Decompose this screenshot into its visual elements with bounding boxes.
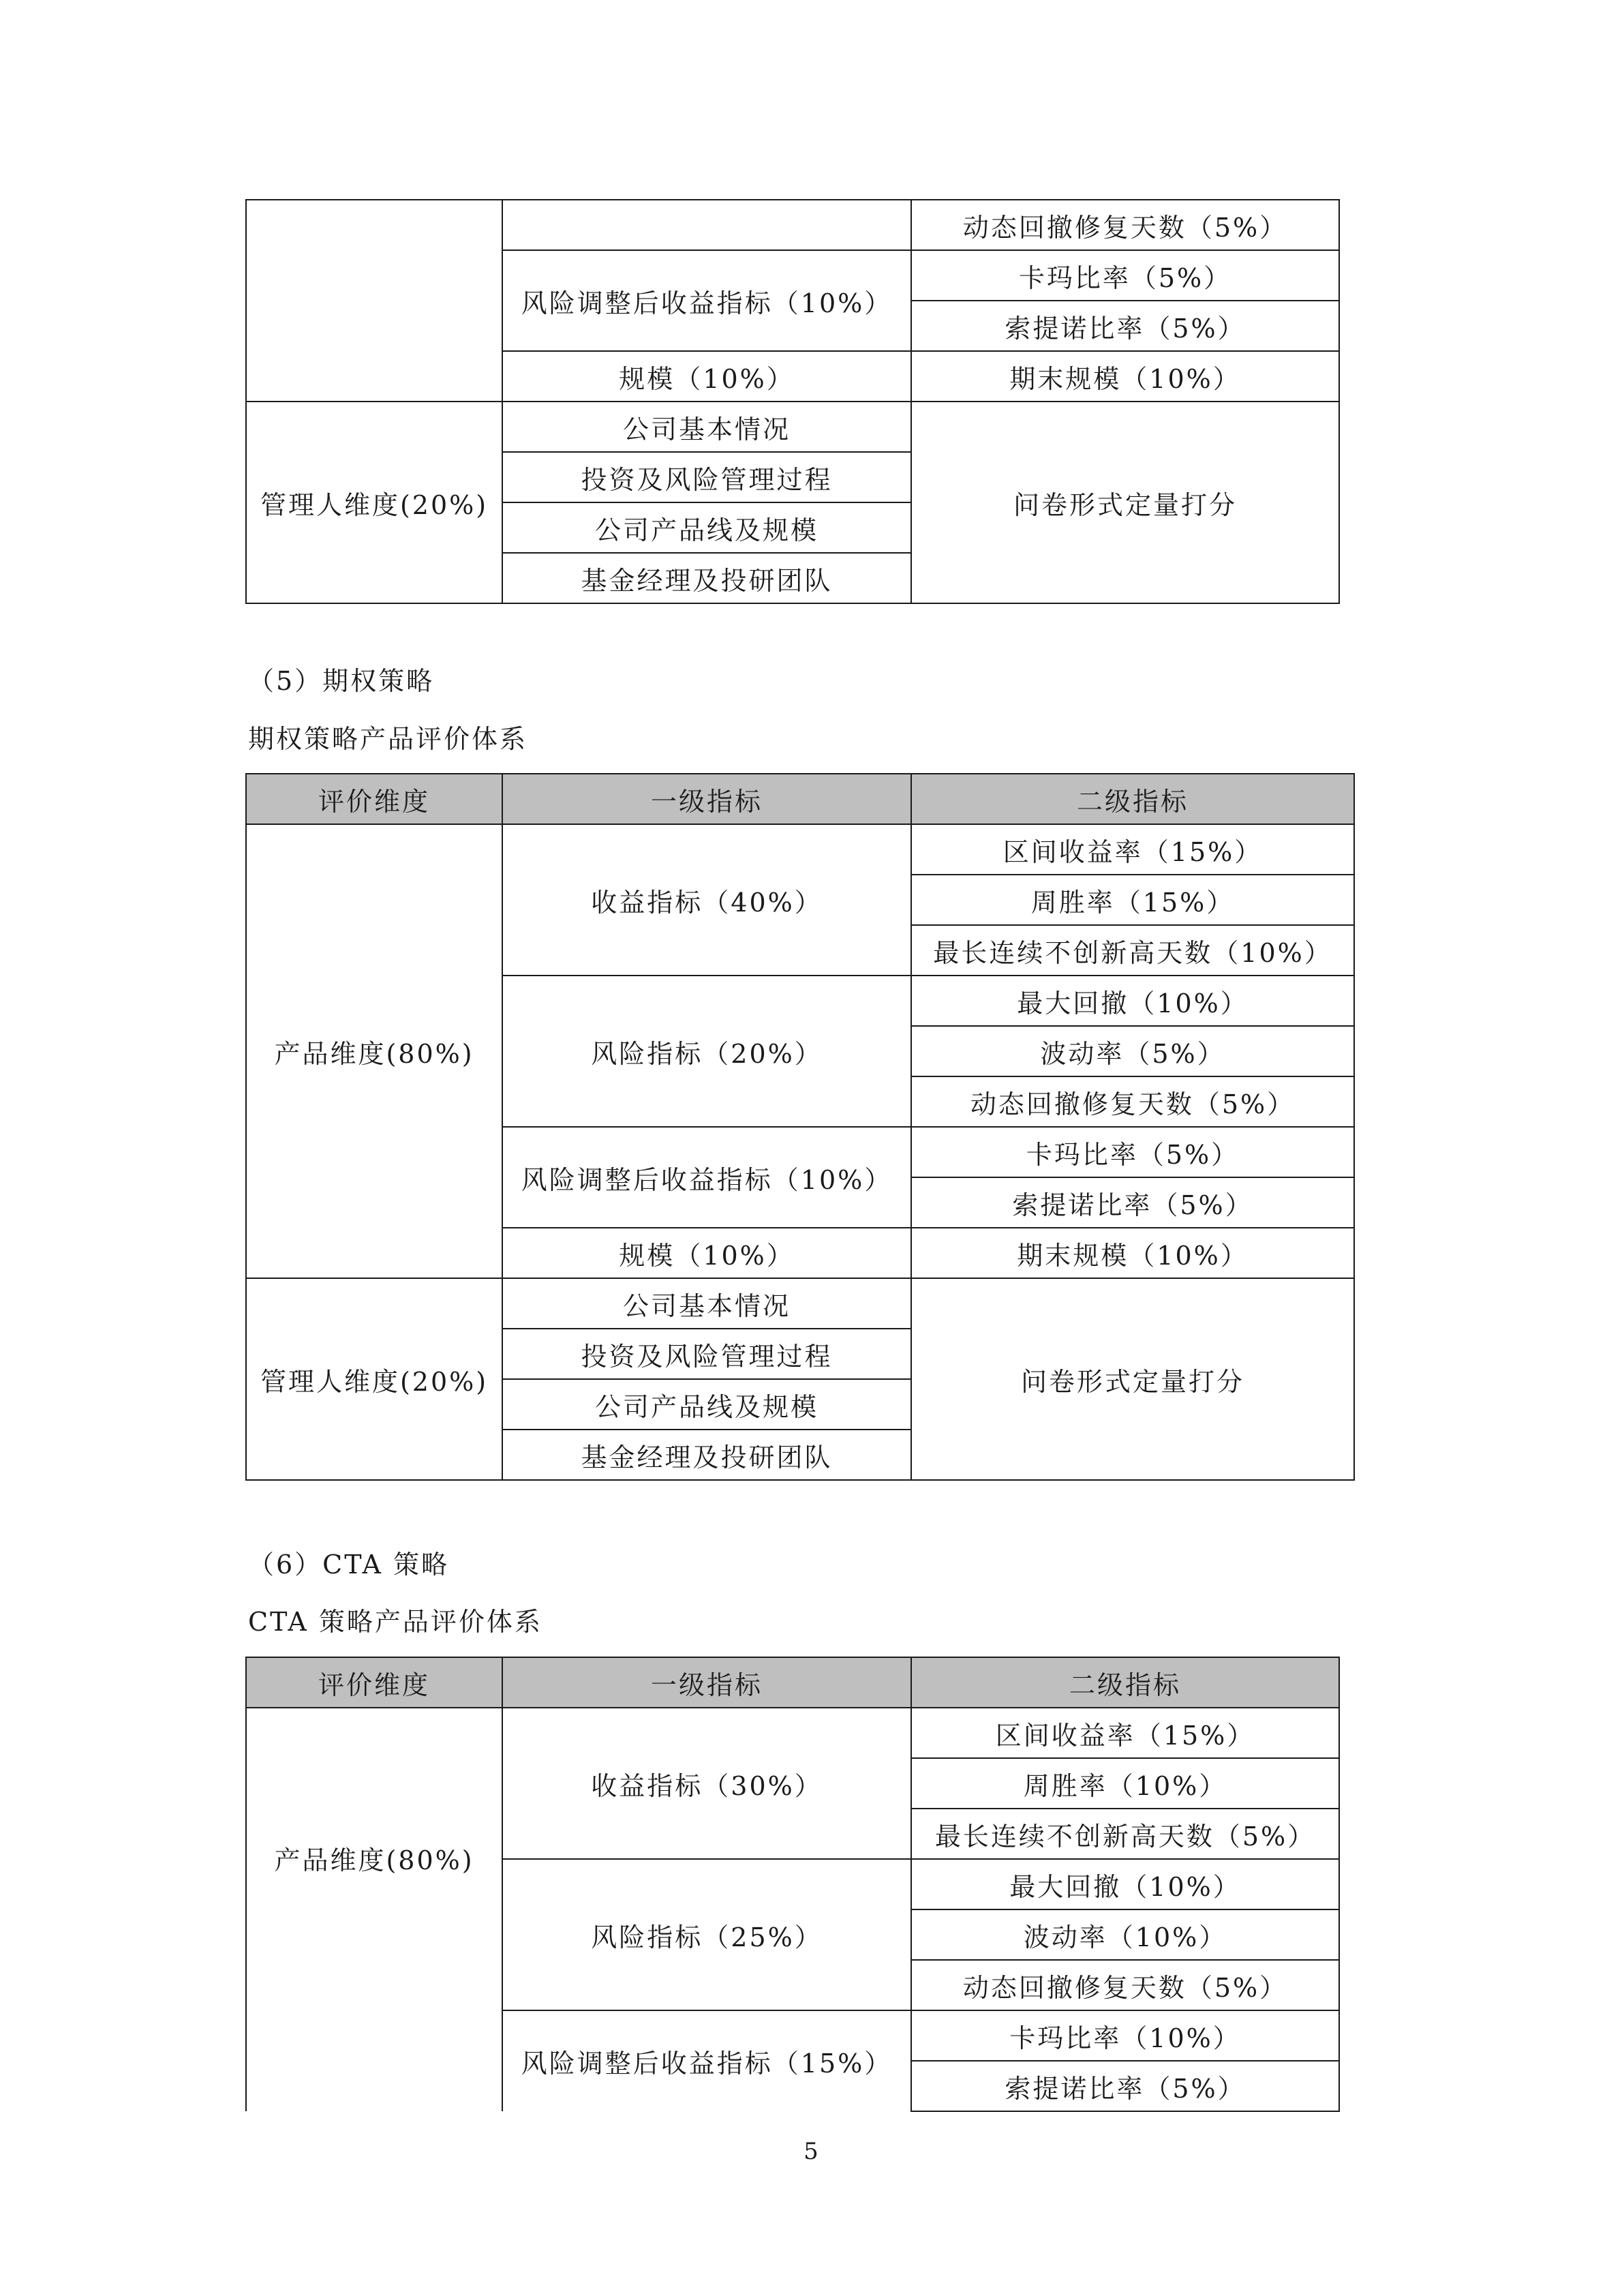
level2-cell: 最长连续不创新高天数（10%） (911, 925, 1354, 976)
dimension-cell: 管理人维度(20%) (246, 402, 502, 603)
level2-cell: 索提诺比率（5%） (911, 1177, 1354, 1228)
level2-cell: 动态回撤修复天数（5%） (911, 200, 1339, 250)
level1-cell: 基金经理及投研团队 (502, 553, 911, 603)
table-header-row (246, 774, 1354, 824)
level1-cell-continued (502, 200, 911, 250)
level1-cell: 基金经理及投研团队 (502, 1430, 911, 1480)
section-heading: （5）期权策略 (248, 666, 435, 696)
level2-cell: 区间收益率（15%） (911, 824, 1354, 875)
level2-cell: 周胜率（10%） (911, 1758, 1339, 1809)
dimension-cell-continued (246, 200, 502, 402)
header-cell: 二级指标 (911, 774, 1354, 824)
level1-cell: 风险调整后收益指标（10%） (502, 250, 911, 351)
level2-cell: 问卷形式定量打分 (911, 402, 1339, 603)
table-row (246, 824, 1354, 875)
level1-cell: 收益指标（40%） (502, 824, 911, 976)
table-caption: 期权策略产品评价体系 (248, 724, 528, 754)
level1-cell: 公司产品线及规模 (502, 1379, 911, 1430)
level1-cell: 公司基本情况 (502, 402, 911, 452)
dimension-cell: 产品维度(80%) (246, 824, 502, 1278)
table-cta-strategy (245, 1657, 1340, 2112)
table-caption: CTA 策略产品评价体系 (248, 1607, 542, 1637)
table-row (246, 1278, 1354, 1329)
level1-cell: 公司产品线及规模 (502, 502, 911, 553)
level1-cell: 规模（10%） (502, 1228, 911, 1278)
level1-cell: 投资及风险管理过程 (502, 1329, 911, 1379)
page-number: 5 (804, 2138, 818, 2165)
dimension-cell: 产品维度(80%) (246, 1708, 502, 2111)
table-header-row (246, 1657, 1339, 1708)
level1-cell: 投资及风险管理过程 (502, 452, 911, 502)
level2-cell: 索提诺比率（5%） (911, 2061, 1339, 2111)
level2-cell: 波动率（5%） (911, 1026, 1354, 1076)
section-heading: （6）CTA 策略 (248, 1550, 450, 1580)
level1-cell: 公司基本情况 (502, 1278, 911, 1329)
level2-cell: 周胜率（15%） (911, 875, 1354, 925)
level1-cell: 风险指标（25%） (502, 1859, 911, 2010)
level1-cell: 风险调整后收益指标（15%） (502, 2010, 911, 2111)
header-cell: 评价维度 (246, 774, 502, 824)
level2-cell: 期末规模（10%） (911, 351, 1339, 402)
header-cell: 二级指标 (911, 1657, 1339, 1708)
table-row (246, 200, 1339, 250)
level1-cell: 风险调整后收益指标（10%） (502, 1127, 911, 1228)
level2-cell: 问卷形式定量打分 (911, 1278, 1354, 1480)
level2-cell: 动态回撤修复天数（5%） (911, 1076, 1354, 1127)
header-cell: 评价维度 (246, 1657, 502, 1708)
level2-cell: 卡玛比率（5%） (911, 1127, 1354, 1177)
level2-cell: 最大回撤（10%） (911, 976, 1354, 1026)
level2-cell: 期末规模（10%） (911, 1228, 1354, 1278)
level2-cell: 卡玛比率（10%） (911, 2010, 1339, 2061)
level2-cell: 最大回撤（10%） (911, 1859, 1339, 1909)
level2-cell: 区间收益率（15%） (911, 1708, 1339, 1758)
level1-cell: 风险指标（20%） (502, 976, 911, 1127)
level1-cell: 收益指标（30%） (502, 1708, 911, 1859)
table-row (246, 1708, 1339, 1758)
table-row (246, 402, 1339, 452)
table-options-strategy (245, 773, 1355, 1481)
dimension-cell: 管理人维度(20%) (246, 1278, 502, 1480)
level2-cell: 卡玛比率（5%） (911, 250, 1339, 301)
level2-cell: 动态回撤修复天数（5%） (911, 1960, 1339, 2010)
header-cell: 一级指标 (502, 774, 911, 824)
table-continued (245, 199, 1340, 604)
header-cell: 一级指标 (502, 1657, 911, 1708)
level2-cell: 最长连续不创新高天数（5%） (911, 1809, 1339, 1859)
level1-cell: 规模（10%） (502, 351, 911, 402)
level2-cell: 波动率（10%） (911, 1909, 1339, 1960)
level2-cell: 索提诺比率（5%） (911, 301, 1339, 351)
